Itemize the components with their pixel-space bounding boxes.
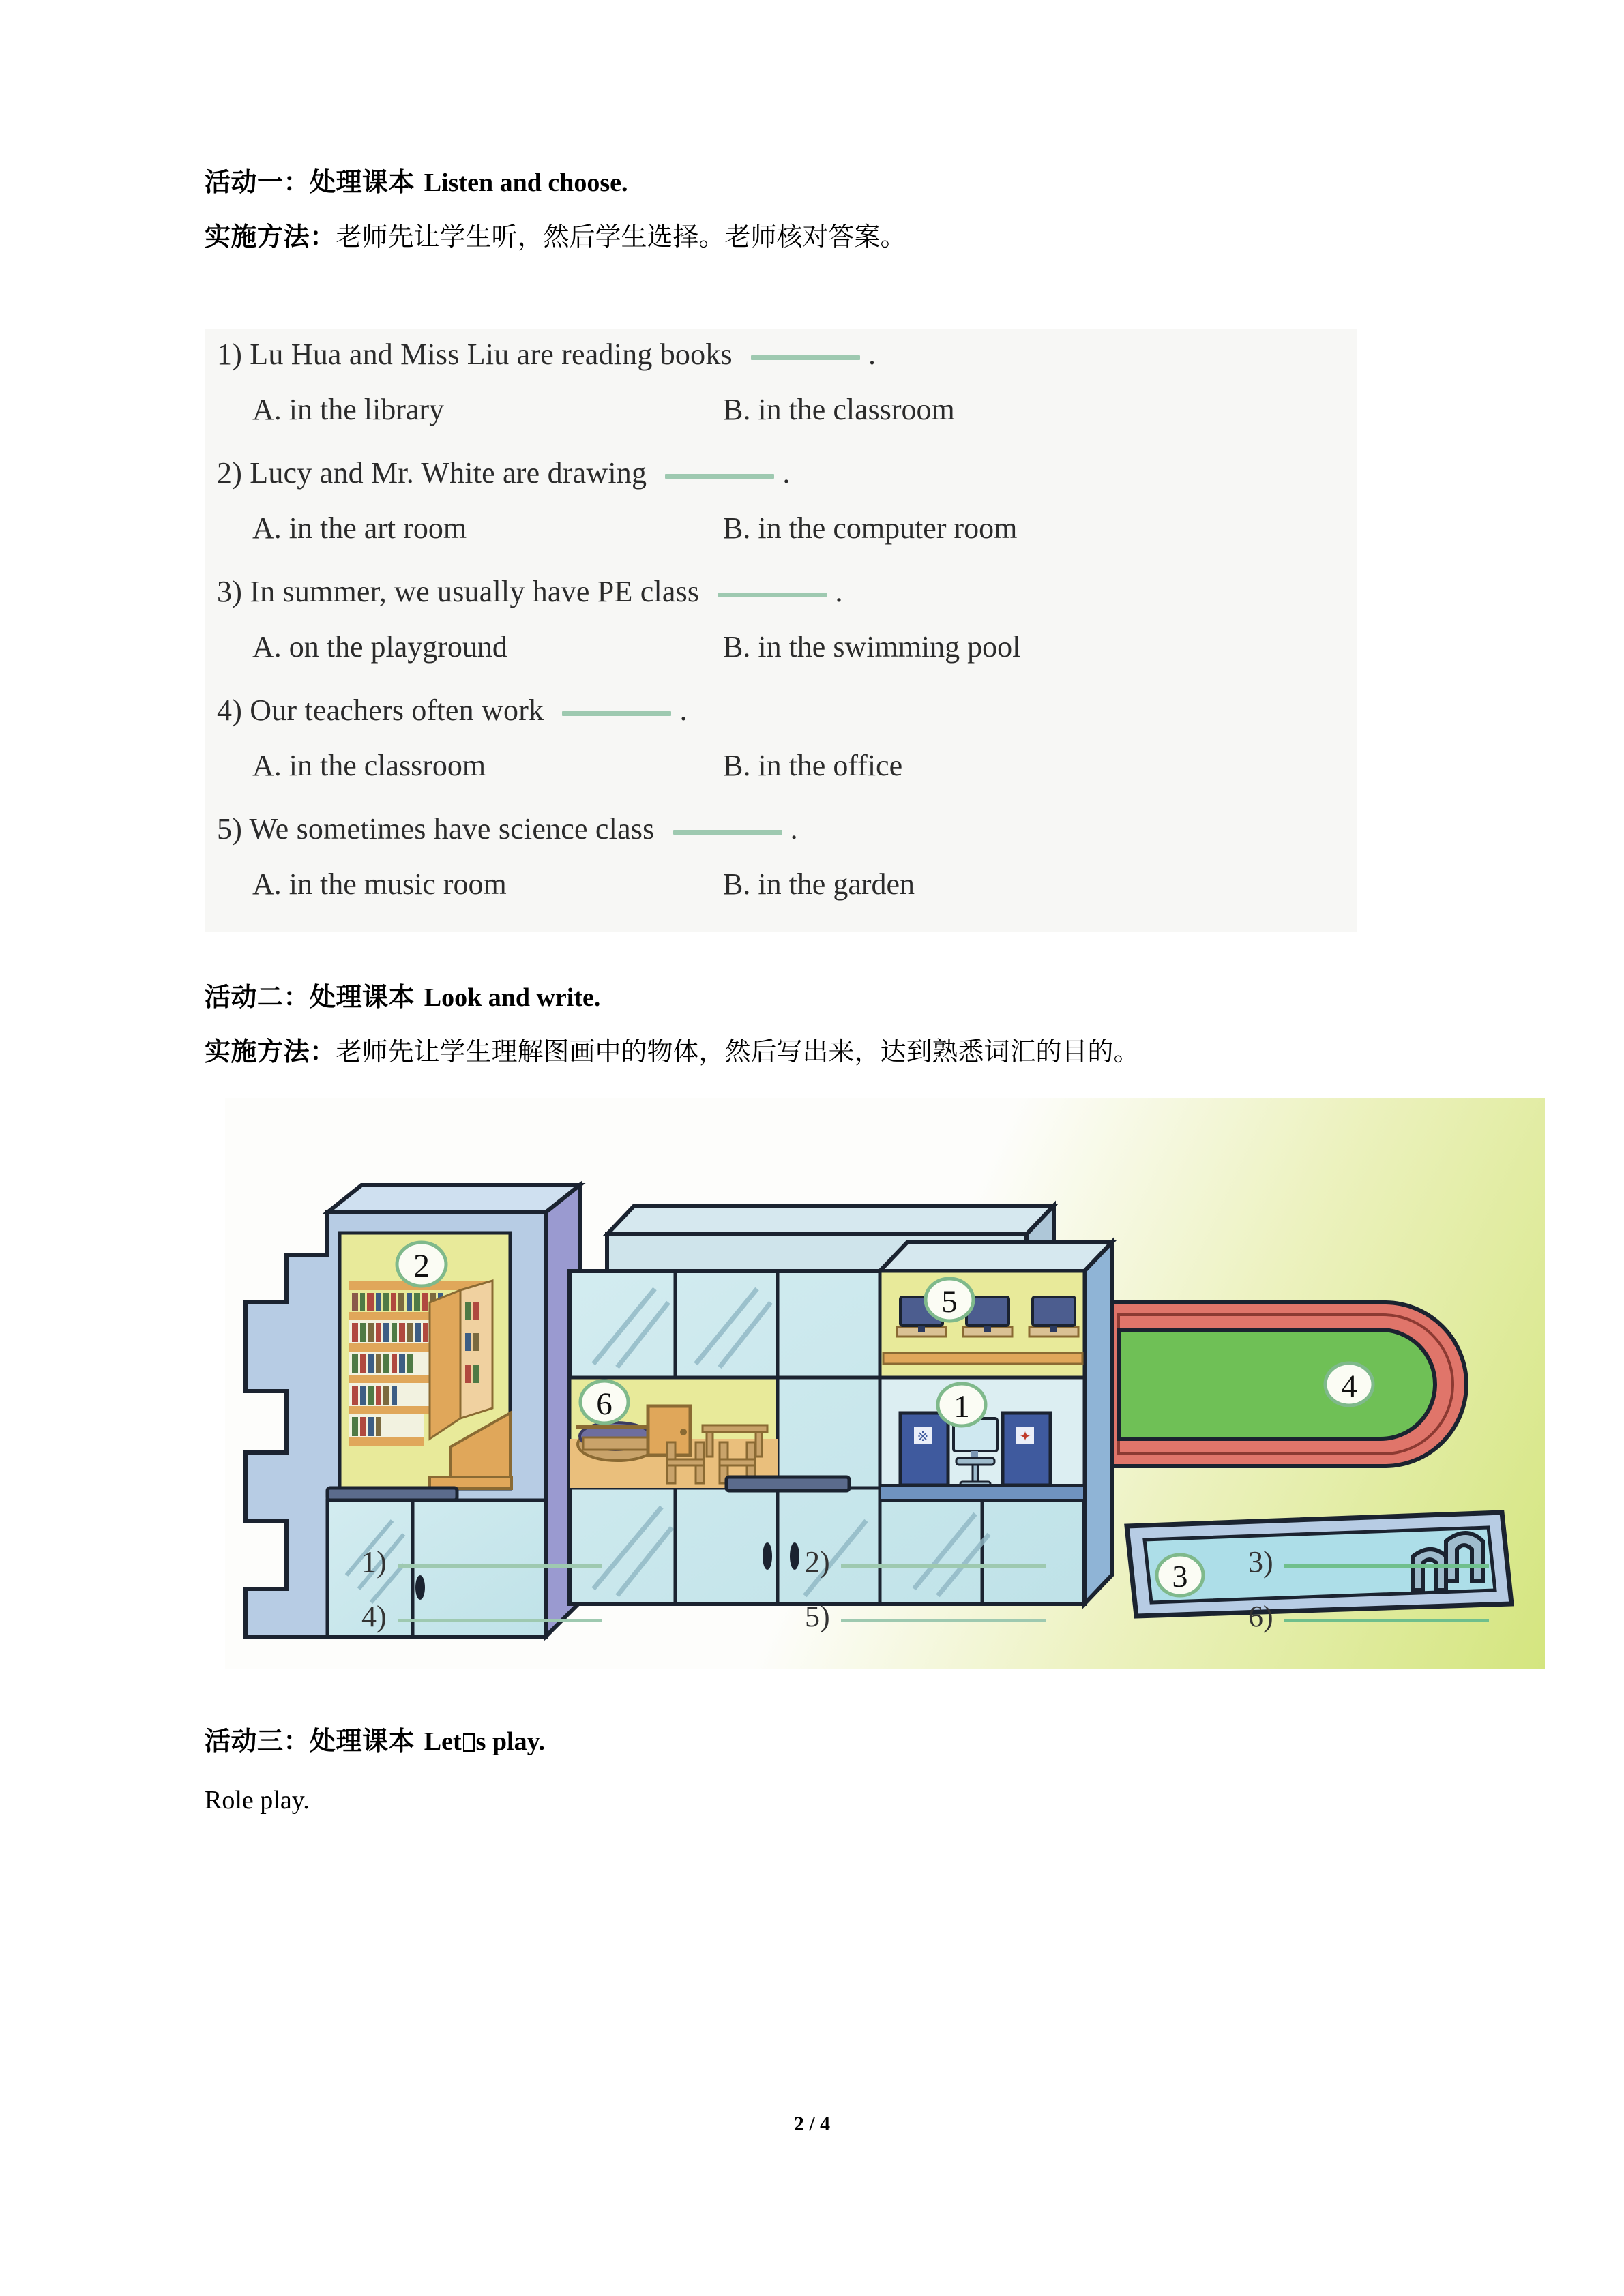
callout-2 [397, 1242, 446, 1286]
question-stem [217, 337, 876, 372]
activity2-heading [205, 980, 600, 1015]
answer-write-line[interactable] [1284, 1619, 1489, 1622]
answer-write-line[interactable] [841, 1619, 1046, 1622]
option-b[interactable]: B. in the computer room [723, 511, 1018, 545]
question-number: 1) [217, 338, 243, 371]
missing-glyph-box [463, 1733, 475, 1752]
question-punct: . [868, 338, 876, 371]
activity1-heading-cn: 活动一：处理课本 [205, 167, 424, 197]
answer-number: 4) [361, 1600, 387, 1633]
activity2-method-label: 实施方法： [205, 1037, 336, 1067]
question-stem [217, 693, 688, 728]
answer-write-line[interactable] [398, 1619, 602, 1622]
school-illustration-svg [225, 1098, 1545, 1669]
answer-number: 5) [805, 1600, 830, 1633]
question-row [205, 456, 1357, 516]
svg-text:1: 1 [954, 1389, 970, 1425]
activity1-heading [205, 165, 628, 200]
svg-text:✦: ✦ [1019, 1429, 1031, 1444]
option-a[interactable]: A. in the music room [252, 867, 507, 901]
question-punct: . [679, 694, 688, 727]
callout-5 [926, 1279, 973, 1321]
question-stem [217, 574, 843, 609]
computer-room [880, 1271, 1084, 1377]
option-a[interactable]: A. in the classroom [252, 749, 486, 782]
school-illustration [225, 1098, 1545, 1669]
option-a[interactable]: A. in the library [252, 393, 445, 426]
activity2-heading-en: Look and write. [424, 983, 601, 1012]
office-room [880, 1377, 1084, 1500]
option-row [205, 629, 1357, 689]
option-b[interactable]: B. in the swimming pool [723, 630, 1021, 664]
question-punct: . [835, 575, 843, 608]
svg-text:5: 5 [941, 1284, 958, 1320]
activity1-method [205, 220, 906, 255]
answer-write-line[interactable] [398, 1564, 602, 1568]
activity3-heading-en-after: s play. [475, 1727, 545, 1756]
activity3-heading-en-before: Let [424, 1727, 462, 1756]
callout-1 [938, 1384, 986, 1426]
answer-write-line[interactable] [1284, 1564, 1489, 1568]
activity1-method-label: 实施方法： [205, 222, 336, 252]
activity1-heading-en: Listen and choose. [424, 168, 628, 197]
answer-number: 2) [805, 1545, 830, 1579]
question-row [205, 693, 1357, 753]
answer-number: 3) [1248, 1545, 1273, 1579]
question-row [205, 574, 1357, 634]
option-row [205, 511, 1357, 571]
option-row [205, 867, 1357, 927]
svg-text:6: 6 [596, 1386, 612, 1422]
listen-and-choose-scan [205, 329, 1357, 932]
write-answer-item [1248, 1545, 1489, 1579]
activity3-heading-cn: 活动三：处理课本 [205, 1726, 424, 1756]
write-answer-item [1248, 1599, 1489, 1634]
question-number: 4) [217, 694, 243, 727]
option-a[interactable]: A. in the art room [252, 511, 467, 545]
question-punct: . [790, 812, 798, 846]
activity2-method-text: 老师先让学生理解图画中的物体，然后写出来，达到熟悉词汇的目的。 [336, 1037, 1140, 1067]
answer-blank[interactable] [751, 355, 860, 360]
question-text: We sometimes have science class [249, 812, 655, 846]
activity3-heading [205, 1724, 545, 1759]
question-text: Our teachers often work [250, 694, 544, 727]
svg-text:3: 3 [1172, 1559, 1188, 1594]
question-row [205, 811, 1357, 871]
question-number: 2) [217, 456, 243, 490]
question-punct: . [782, 456, 791, 490]
svg-text:※: ※ [917, 1429, 929, 1444]
question-number: 3) [217, 575, 243, 608]
answer-number: 1) [361, 1545, 387, 1579]
activity3-body: Role play. [205, 1786, 310, 1815]
svg-text:4: 4 [1341, 1369, 1357, 1404]
write-answer-item [805, 1545, 1046, 1579]
page-footer: 2 / 4 [793, 2113, 831, 2135]
callout-4 [1325, 1363, 1373, 1405]
activity2-heading-cn: 活动二：处理课本 [205, 982, 424, 1012]
write-answer-item [361, 1545, 602, 1579]
callout-6 [580, 1381, 628, 1423]
write-answer-item [361, 1599, 602, 1634]
activity2-method [205, 1034, 1140, 1070]
option-b[interactable]: B. in the classroom [723, 393, 955, 426]
answer-blank[interactable] [718, 593, 827, 597]
question-stem [217, 811, 798, 846]
question-text: Lucy and Mr. White are drawing [250, 456, 647, 490]
music-room [570, 1377, 778, 1488]
question-text: Lu Hua and Miss Liu are reading books [250, 338, 733, 371]
playground-track [1112, 1302, 1466, 1466]
question-stem [217, 456, 791, 490]
option-a[interactable]: A. on the playground [252, 630, 507, 664]
answer-blank[interactable] [562, 711, 671, 716]
svg-text:2: 2 [413, 1248, 430, 1284]
option-row [205, 392, 1357, 452]
callout-3 [1157, 1555, 1203, 1596]
question-text: In summer, we usually have PE class [250, 575, 700, 608]
answer-write-line[interactable] [841, 1564, 1046, 1568]
answer-blank[interactable] [673, 830, 782, 835]
question-row [205, 337, 1357, 397]
question-number: 5) [217, 812, 243, 846]
option-row [205, 748, 1357, 808]
write-answer-item [805, 1599, 1046, 1634]
option-b[interactable]: B. in the garden [723, 867, 915, 901]
answer-blank[interactable] [665, 474, 774, 479]
activity1-method-text: 老师先让学生听，然后学生选择。老师核对答案。 [336, 222, 906, 252]
answer-number: 6) [1248, 1600, 1273, 1633]
option-b[interactable]: B. in the office [723, 749, 903, 782]
